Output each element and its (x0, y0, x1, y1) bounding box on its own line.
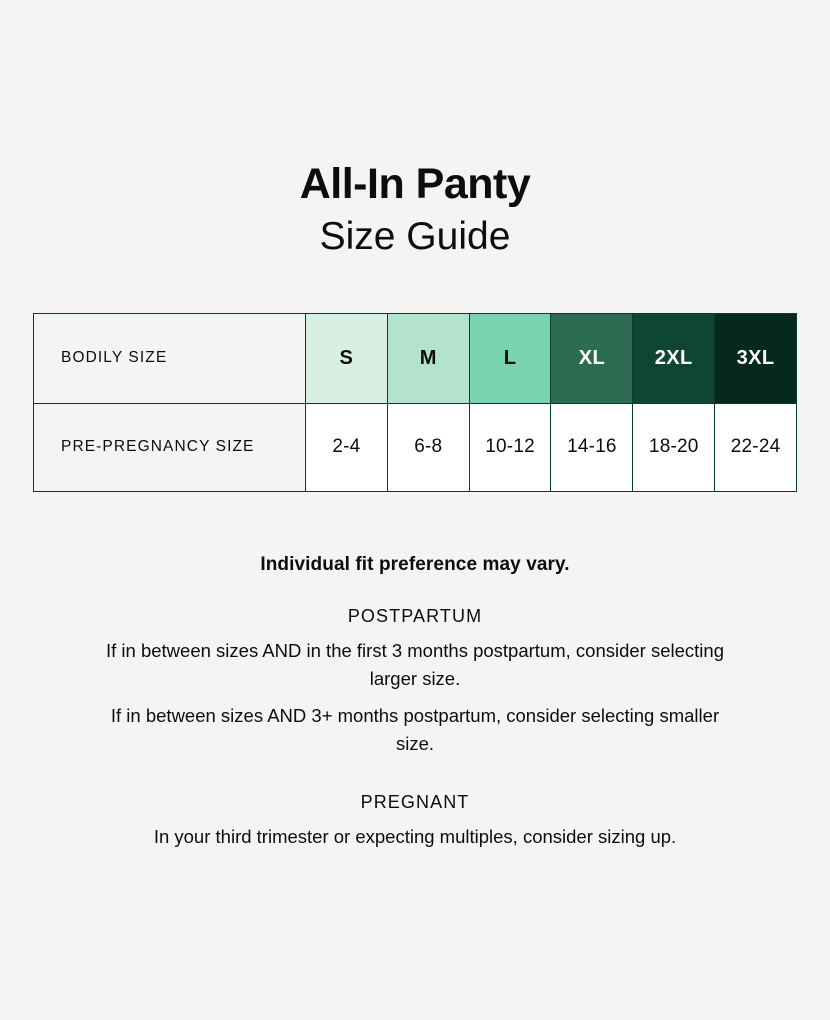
postpartum-note-1: If in between sizes AND in the first 3 months postpartum, consider selecting larger size. (106, 639, 724, 689)
fit-preference-note: Individual fit preference may vary. (260, 553, 570, 575)
size-table (33, 313, 797, 492)
pregnant-note-1: In your third trimester or expecting multiples, consider sizing up. (153, 825, 677, 847)
cell-size-2xl: 2XL (633, 313, 715, 403)
page-title: All-In Panty (299, 160, 531, 208)
cell-prepregnancy-3xl: 22-24 (715, 403, 797, 491)
notes-section (65, 554, 765, 851)
table-row (34, 313, 797, 403)
pregnant-heading: PREGNANT (360, 791, 470, 812)
page-subtitle: Size Guide (319, 215, 511, 259)
cell-prepregnancy-2xl: 18-20 (633, 403, 715, 491)
cell-size-s: S (306, 313, 388, 403)
row-label-pre-pregnancy-size: PRE-PREGNANCY SIZE (34, 403, 306, 491)
table-row (34, 403, 797, 491)
cell-size-xl: XL (551, 313, 633, 403)
cell-prepregnancy-m: 6-8 (387, 403, 469, 491)
cell-size-3xl: 3XL (715, 313, 797, 403)
cell-size-m: M (387, 313, 469, 403)
postpartum-heading: POSTPARTUM (347, 605, 483, 626)
size-table-wrapper (33, 313, 797, 492)
postpartum-note-2: If in between sizes AND 3+ months postpartum, consider selecting smaller size. (110, 705, 720, 755)
cell-prepregnancy-xl: 14-16 (551, 403, 633, 491)
title-block (0, 0, 830, 261)
cell-size-l: L (469, 313, 551, 403)
row-label-bodily-size: BODILY SIZE (34, 313, 306, 403)
cell-prepregnancy-s: 2-4 (306, 403, 388, 491)
cell-prepregnancy-l: 10-12 (469, 403, 551, 491)
